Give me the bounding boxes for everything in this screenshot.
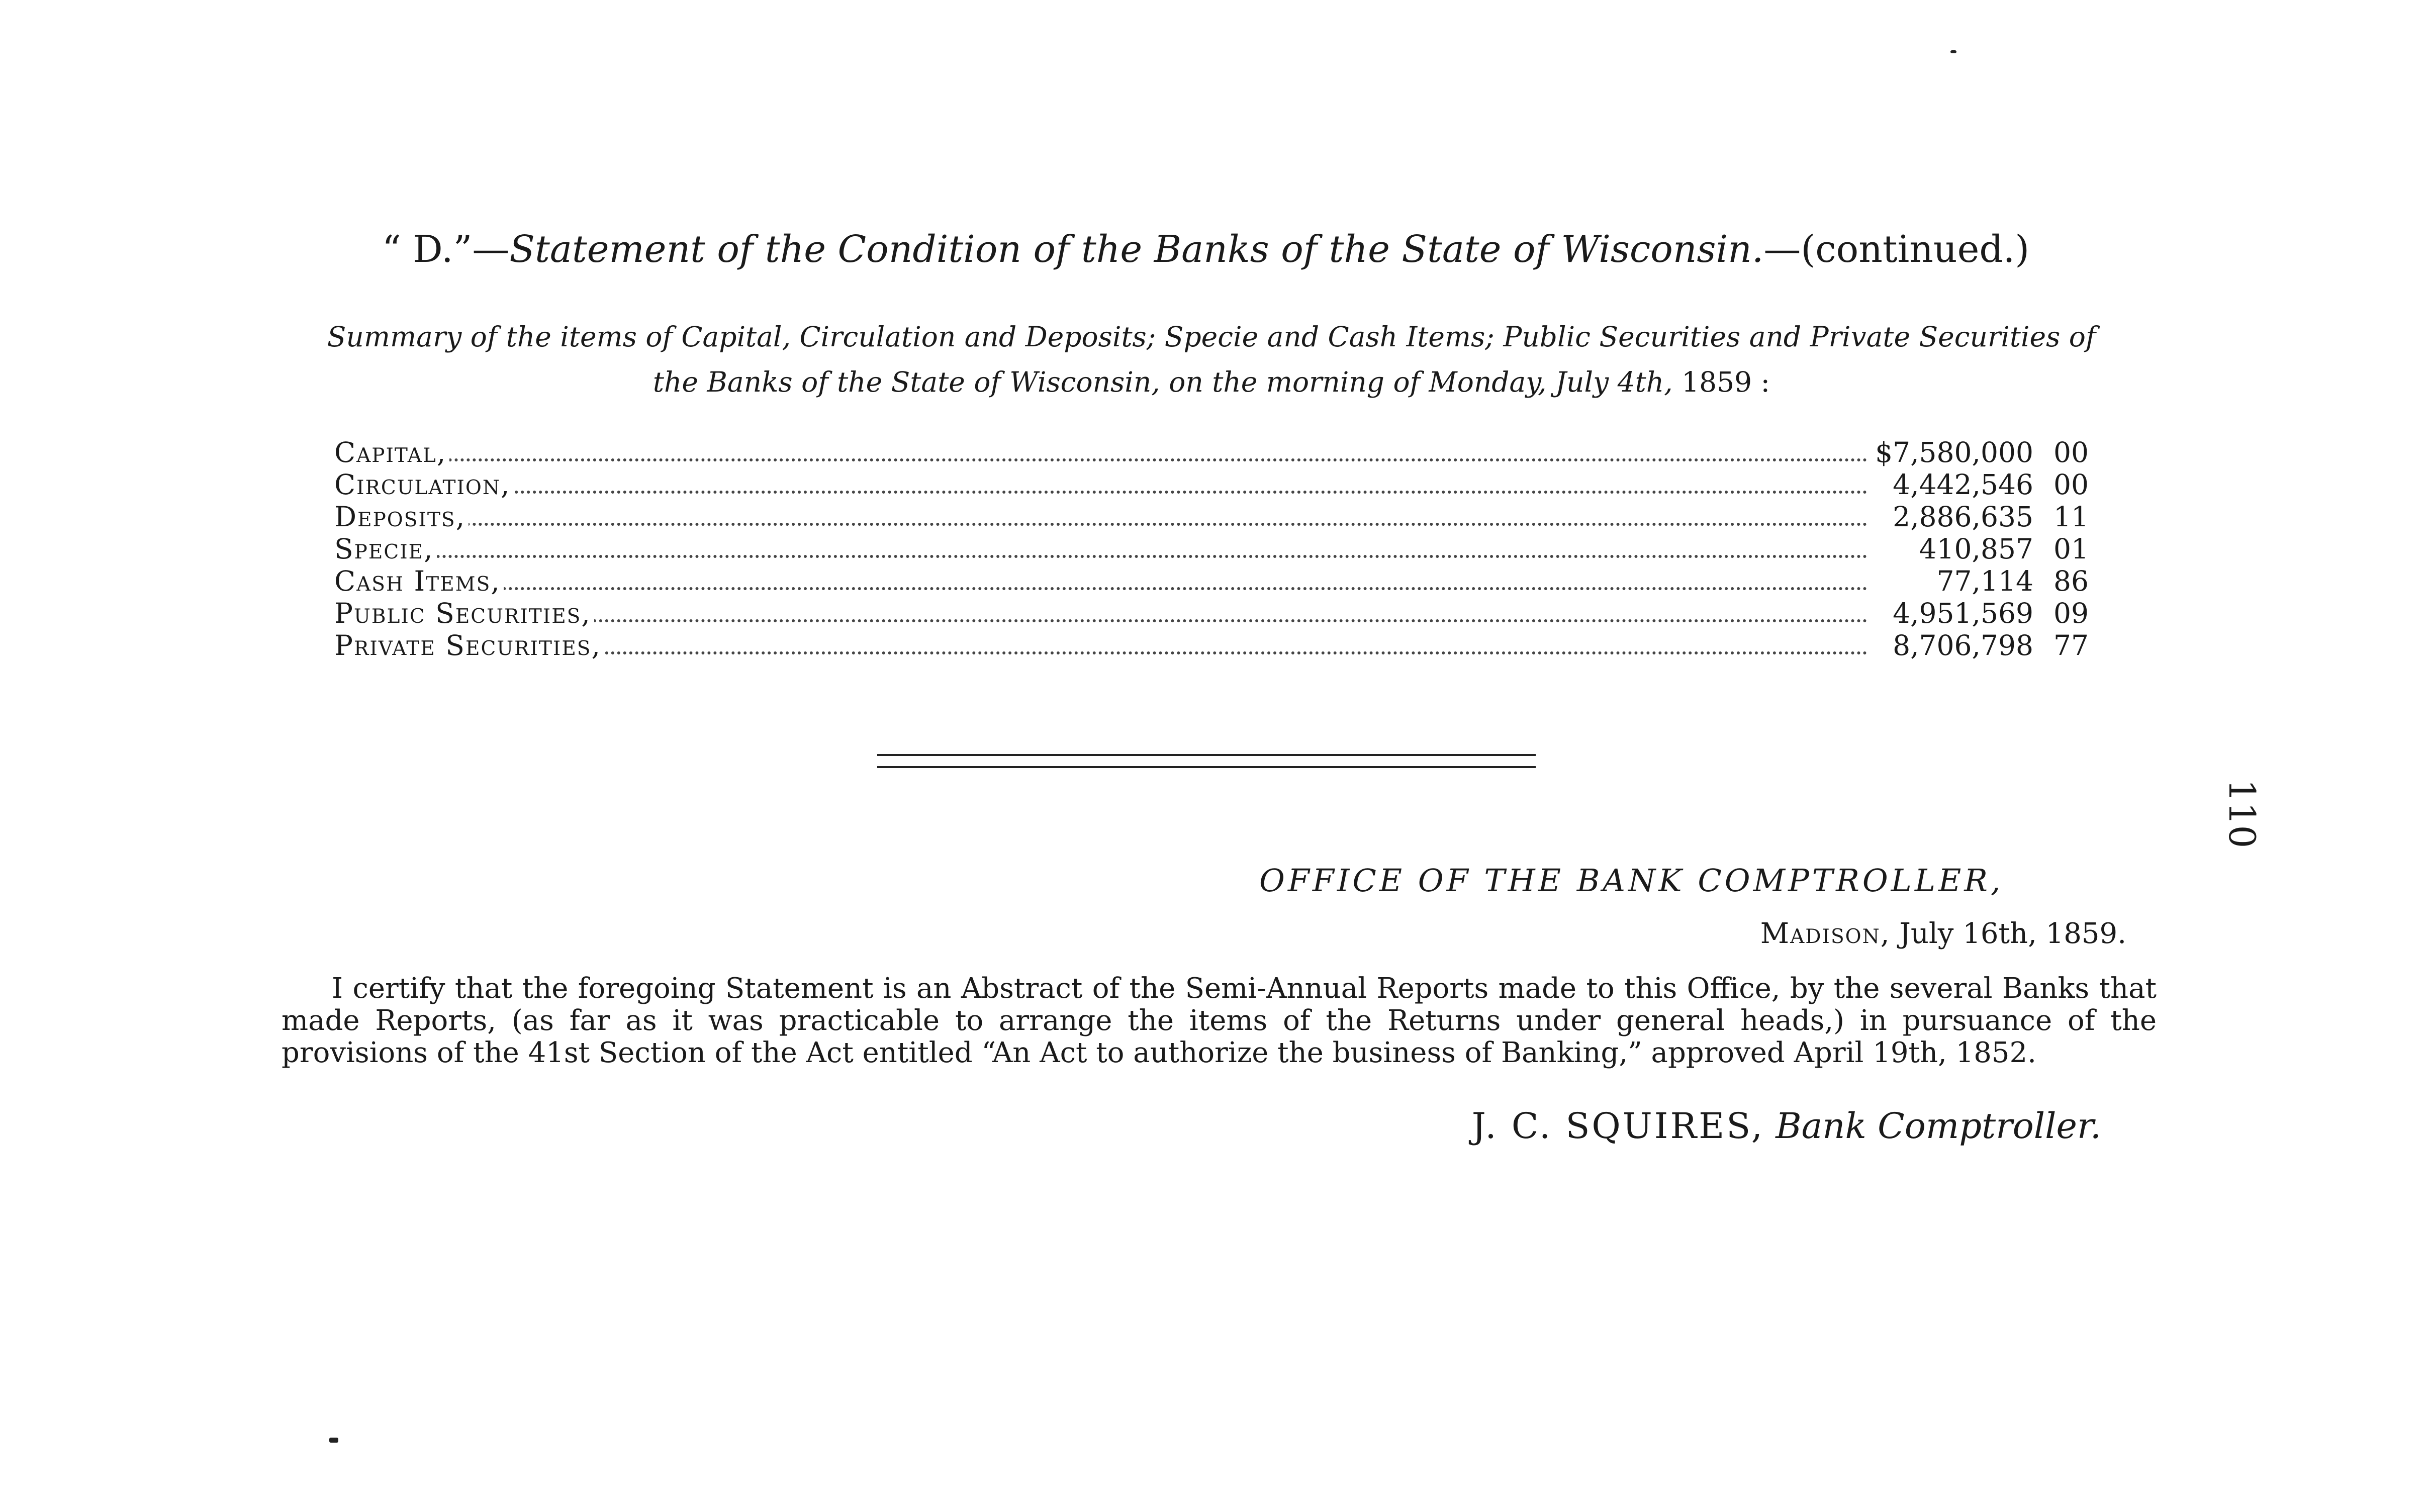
summary-item-label: Public Securities, [334,597,594,629]
summary-item-dollars: 2,886,635 [1889,501,2033,533]
summary-subtitle [266,314,2157,405]
summary-item-cents: 00 [2053,468,2089,501]
dot-leader [334,587,1867,590]
subtitle-line-1: Summary of the items of Capital, Circulation and Deposits; Specie and Cash Items; Public Securities and Private Securities of [327,321,2096,353]
summary-item-label: Private Securities, [334,629,604,662]
dot-leader [334,458,1867,461]
summary-row [334,501,2089,533]
summary-table [334,436,2089,662]
subtitle-line-2 [266,359,2157,405]
double-rule-divider [877,754,1536,768]
summary-item-cents: 11 [2053,501,2089,533]
heading-lead: “ D.”— [382,228,510,271]
dateline-date: July 16th, 1859. [1890,917,2126,950]
summary-row [334,468,2089,501]
summary-item-cents: 86 [2053,565,2089,597]
summary-item-dollars: 410,857 [1915,533,2033,565]
ink-speck [329,1438,338,1443]
summary-item-label: Cash Items, [334,565,504,597]
dateline [1760,914,2126,954]
summary-row [334,597,2089,629]
signature-title: Bank Comptroller. [1764,1105,2101,1147]
summary-item-dollars: 77,114 [1933,565,2033,597]
summary-item-dollars: 4,951,569 [1889,597,2033,629]
certification-paragraph: I certify that the foregoing Statement is an Abstract of the Semi-Annual Reports made to this Office, by the several Banks that made Reports, (as far as it was practicable to arrange the items of the Returns under general heads,) in pursuance of the provisions of the 41st Section of the Act entitled “An Act to authorize the business of Banking,” approved April 19th, 1852. [282,972,2157,1069]
summary-item-label: Deposits, [334,501,469,533]
heading-continued: —(continued.) [1763,228,2030,271]
summary-item-cents: 00 [2053,436,2089,468]
dot-leader [334,555,1867,558]
ink-speck [1950,50,1956,53]
summary-item-cents: 09 [2053,597,2089,629]
summary-item-label: Capital, [334,436,449,468]
signature-name: J. C. SQUIRES, [1471,1105,1764,1147]
subtitle-line-2-text: the Banks of the State of Wisconsin, on the morning of Monday, July 4th, [652,366,1673,398]
subtitle-year: 1859 : [1672,366,1770,398]
summary-item-label: Circulation, [334,468,514,501]
dateline-place: Madison, [1760,917,1891,950]
office-title: OFFICE OF THE BANK COMPTROLLER, [1259,862,2004,899]
summary-item-dollars: 4,442,546 [1889,468,2033,501]
summary-item-cents: 77 [2053,629,2089,662]
heading-title: Statement of the Condition of the Banks of the State of Wisconsin. [509,228,1764,271]
summary-item-dollars: 8,706,798 [1889,629,2033,662]
signature [1472,1103,2101,1149]
summary-row [334,565,2089,597]
dot-leader [334,491,1867,494]
summary-item-dollars: $7,580,000 [1871,436,2033,468]
page-number: 110 [2221,779,2263,848]
statement-heading [382,225,2056,273]
summary-row [334,629,2089,662]
summary-item-label: Specie, [334,533,437,565]
summary-row [334,533,2089,565]
dot-leader [334,523,1867,526]
summary-row [334,436,2089,468]
summary-item-cents: 01 [2053,533,2089,565]
